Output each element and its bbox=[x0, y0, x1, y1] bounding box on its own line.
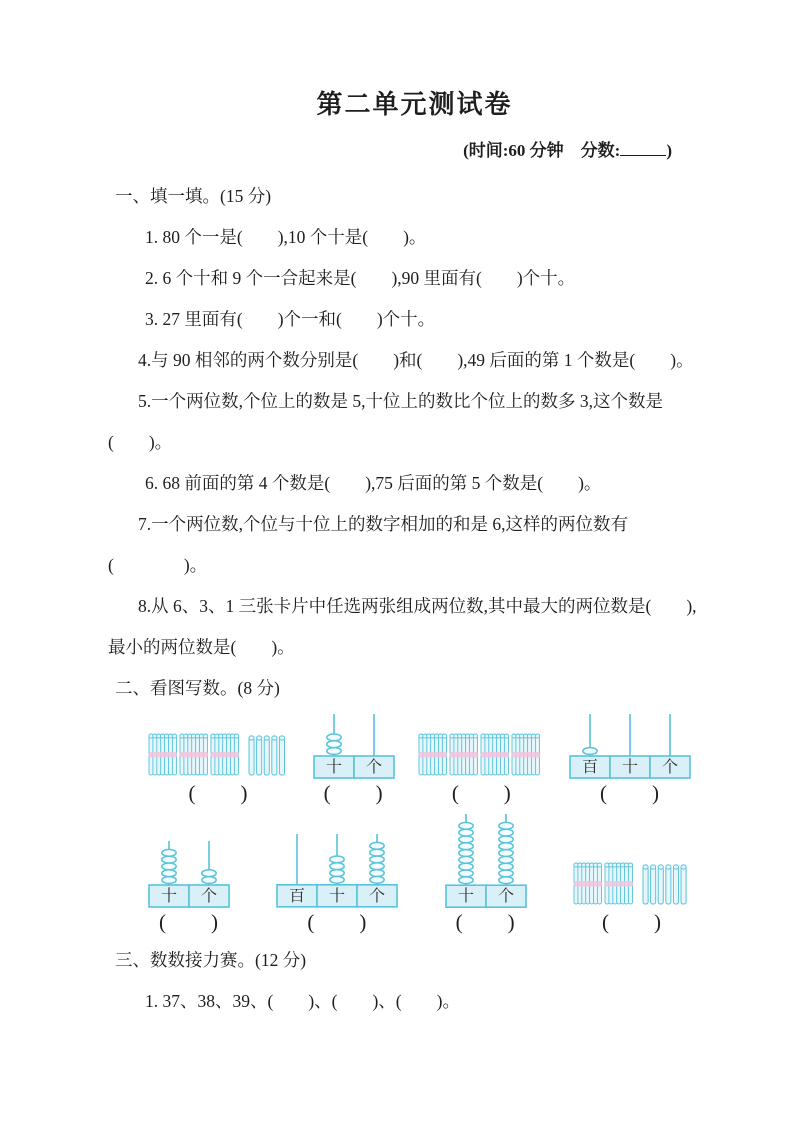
question-line: 8.从 6、3、1 三张卡片中任选两张组成两位数,其中最大的两位数是( ), bbox=[138, 596, 697, 616]
question-line: 7.一个两位数,个位与十位上的数字相加的和是 6,这样的两位数有 bbox=[138, 514, 628, 534]
counting-sticks-figure bbox=[148, 725, 289, 805]
svg-text:个: 个 bbox=[497, 888, 514, 906]
document-body bbox=[100, 176, 701, 1022]
answer-blank: ( ) bbox=[455, 910, 516, 935]
question-line: 1. 80 个一是( ),10 个十是( )。 bbox=[145, 227, 427, 247]
place-value-abacus-figure bbox=[313, 711, 395, 805]
section-heading: 三、数数接力赛。(12 分) bbox=[115, 950, 307, 971]
sticks-drawing bbox=[148, 725, 289, 779]
question-line: 3. 27 里面有( )个一和( )个十。 bbox=[145, 309, 436, 329]
question-line: ( )。 bbox=[108, 432, 173, 452]
exam-meta-prefix: (时间:60 分钟 分数: bbox=[463, 141, 621, 160]
place-value-abacus-figure bbox=[569, 711, 691, 805]
question-line: 6. 68 前面的第 4 个数是( ),75 后面的第 5 个数是( )。 bbox=[145, 473, 602, 493]
answer-blank: ( ) bbox=[601, 910, 662, 935]
sticks-drawing bbox=[573, 854, 691, 908]
abacus-drawing bbox=[445, 811, 527, 908]
question-line: 2. 6 个十和 9 个一合起来是( ),90 里面有( )个十。 bbox=[145, 268, 576, 288]
answer-blank: ( ) bbox=[188, 781, 249, 805]
svg-text:个: 个 bbox=[200, 888, 218, 906]
figure-row bbox=[100, 811, 701, 934]
abacus-drawing bbox=[276, 831, 398, 908]
answer-blank: ( ) bbox=[159, 910, 219, 935]
exam-meta-suffix: ) bbox=[666, 141, 672, 160]
place-value-abacus-figure bbox=[148, 838, 230, 934]
answer-blank: ( ) bbox=[599, 781, 660, 805]
answer-blank: ( ) bbox=[451, 781, 512, 805]
abacus-drawing bbox=[569, 711, 691, 779]
answer-blank: ( ) bbox=[307, 910, 368, 935]
svg-text:个: 个 bbox=[661, 759, 678, 776]
counting-sticks-figure bbox=[418, 725, 545, 805]
section-heading: 一、填一填。(15 分) bbox=[115, 186, 272, 206]
svg-text:个: 个 bbox=[369, 888, 386, 906]
question-line: 1. 37、38、39、( )、( )、( )。 bbox=[145, 991, 460, 1012]
abacus-drawing bbox=[313, 711, 395, 779]
svg-text:十: 十 bbox=[621, 759, 638, 776]
sticks-drawing bbox=[418, 725, 545, 779]
svg-text:十: 十 bbox=[329, 888, 346, 906]
question-line: ( )。 bbox=[108, 555, 208, 575]
score-blank-line bbox=[620, 142, 666, 156]
svg-text:百: 百 bbox=[581, 759, 598, 776]
counting-sticks-figure bbox=[573, 854, 691, 934]
svg-text:十: 十 bbox=[325, 759, 342, 776]
answer-blank: ( ) bbox=[323, 781, 384, 805]
abacus-drawing bbox=[148, 838, 230, 908]
question-line: 4.与 90 相邻的两个数分别是( )和( ),49 后面的第 1 个数是( )。 bbox=[138, 350, 694, 370]
place-value-abacus-figure bbox=[445, 811, 527, 934]
exam-meta bbox=[100, 138, 701, 164]
svg-text:十: 十 bbox=[457, 888, 474, 906]
section-heading: 二、看图写数。(8 分) bbox=[115, 678, 280, 698]
place-value-abacus-figure bbox=[276, 831, 398, 934]
question-line: 5.一个两位数,个位上的数是 5,十位上的数比个位上的数多 3,这个数是 bbox=[138, 391, 663, 411]
svg-text:百: 百 bbox=[289, 888, 306, 906]
page-title: 第二单元测试卷 bbox=[316, 90, 513, 119]
question-line: 最小的两位数是( )。 bbox=[108, 637, 295, 657]
figure-row bbox=[100, 711, 701, 805]
svg-text:个: 个 bbox=[365, 759, 382, 776]
svg-text:十: 十 bbox=[160, 888, 178, 906]
